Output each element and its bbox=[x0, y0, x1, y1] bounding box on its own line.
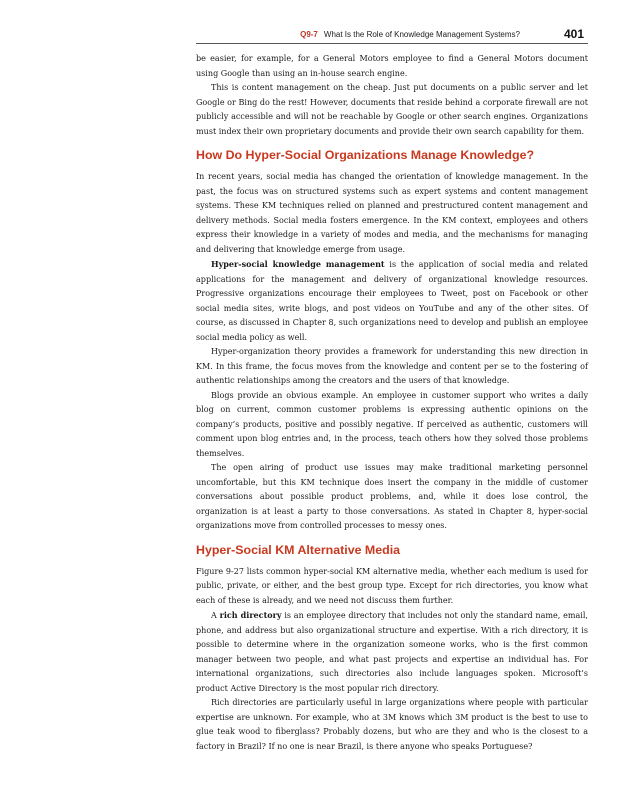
paragraph: be easier, for example, for a General Motors employee to find a General Motors document using Google than using an in-house search engine. bbox=[196, 54, 588, 78]
section-code: Q9-7 bbox=[300, 30, 318, 39]
page-number: 401 bbox=[563, 27, 584, 41]
paragraph: Rich directories are particularly useful in large organizations where people with particular expertise are unknown. For example, who at 3M knows which 3M product is the best to use to glue teak wood to fiberglass? Probably dozens, but who are they and who is the closest to a factory in Brazil? If no one is near Brazil, is there anyone who speaks Portuguese? bbox=[196, 698, 588, 751]
key-term: Hyper-social knowledge management bbox=[211, 259, 385, 269]
paragraph: This is content management on the cheap. Just put documents on a public server and let Google or Bing do the rest! However, documents that reside behind a corporate firewall are not publicly accessible and will not be reachable by Google or other search engines. Organizations must index their own proprietary documents and provide their own search capability for them. bbox=[196, 83, 588, 136]
section-heading: Hyper-Social KM Alternative Media bbox=[196, 542, 401, 557]
paragraph: The open airing of product use issues may make traditional marketing personnel uncomfortable, but this KM technique does insert the company in the middle of customer conversations about possible product problems, and, while it does lose control, the organization is at least a party to those conversations. As stated in Chapter 8, hyper-social organizations move from controlled processes to messy ones. bbox=[196, 463, 588, 530]
paragraph-text: is the application of social media and related applications for the management and delivery of organizational knowledge resources. Progressive organizations encourage their employees to Tweet, post on Facebook or other social media sites, write blogs, and post videos on YouTube and any of the other sites. Of course, as discussed in Chapter 8, such organizations need to develop and publish an employee social media policy as well. bbox=[196, 260, 589, 342]
paragraph bbox=[196, 257, 588, 345]
section-title: What Is the Role of Knowledge Management Systems? bbox=[323, 30, 520, 39]
key-term: rich directory bbox=[219, 610, 282, 620]
paragraph-text: A bbox=[211, 611, 220, 620]
paragraph: In recent years, social media has changed the orientation of knowledge management. In the past, the focus was on structured systems such as expert systems and content management systems. These KM techniques relied on planned and prestructured content management and delivery methods. Social media fosters emergence. In the KM context, employees and others express their knowledge in a variety of modes and media, and the mechanisms for managing and delivering that knowledge emerge from usage. bbox=[196, 172, 588, 254]
paragraph bbox=[196, 608, 588, 696]
paragraph: Hyper-organization theory provides a framework for understanding this new direction in KM. In this frame, the focus moves from the knowledge and content per se to the fostering of authentic relationships among the creators and the users of that knowledge. bbox=[196, 347, 588, 385]
header-rule bbox=[196, 43, 588, 44]
section-reference bbox=[300, 30, 520, 39]
body-text bbox=[196, 52, 588, 754]
paragraph: Figure 9-27 lists common hyper-social KM alternative media, whether each medium is used for public, private, or either, and the best group type. Except for rich directories, you know what each of these is already, and we need not discuss them further. bbox=[196, 566, 588, 605]
running-header bbox=[196, 26, 588, 44]
section-heading: How Do Hyper-Social Organizations Manage Knowledge? bbox=[196, 148, 535, 162]
paragraph: Blogs provide an obvious example. An employee in customer support who writes a daily blog on current, common customer problems is expressing authentic opinions on the company’s products, positive and possibly negative. If perceived as authentic, customers will comment upon blog entries and, in the process, teach others how they solved those problems themselves. bbox=[196, 390, 588, 458]
paragraph-text: is an employee directory that includes not only the standard name, email, phone, and address but also organizational structure and expertise. With a rich directory, it is possible to determine where in the organization someone works, who is the first common manager between two people, and what past projects and expertise an individual has. For international organizations, such directories also include languages spoken. Microsoft’s product Active Directory is the most popular rich directory. bbox=[196, 611, 588, 693]
